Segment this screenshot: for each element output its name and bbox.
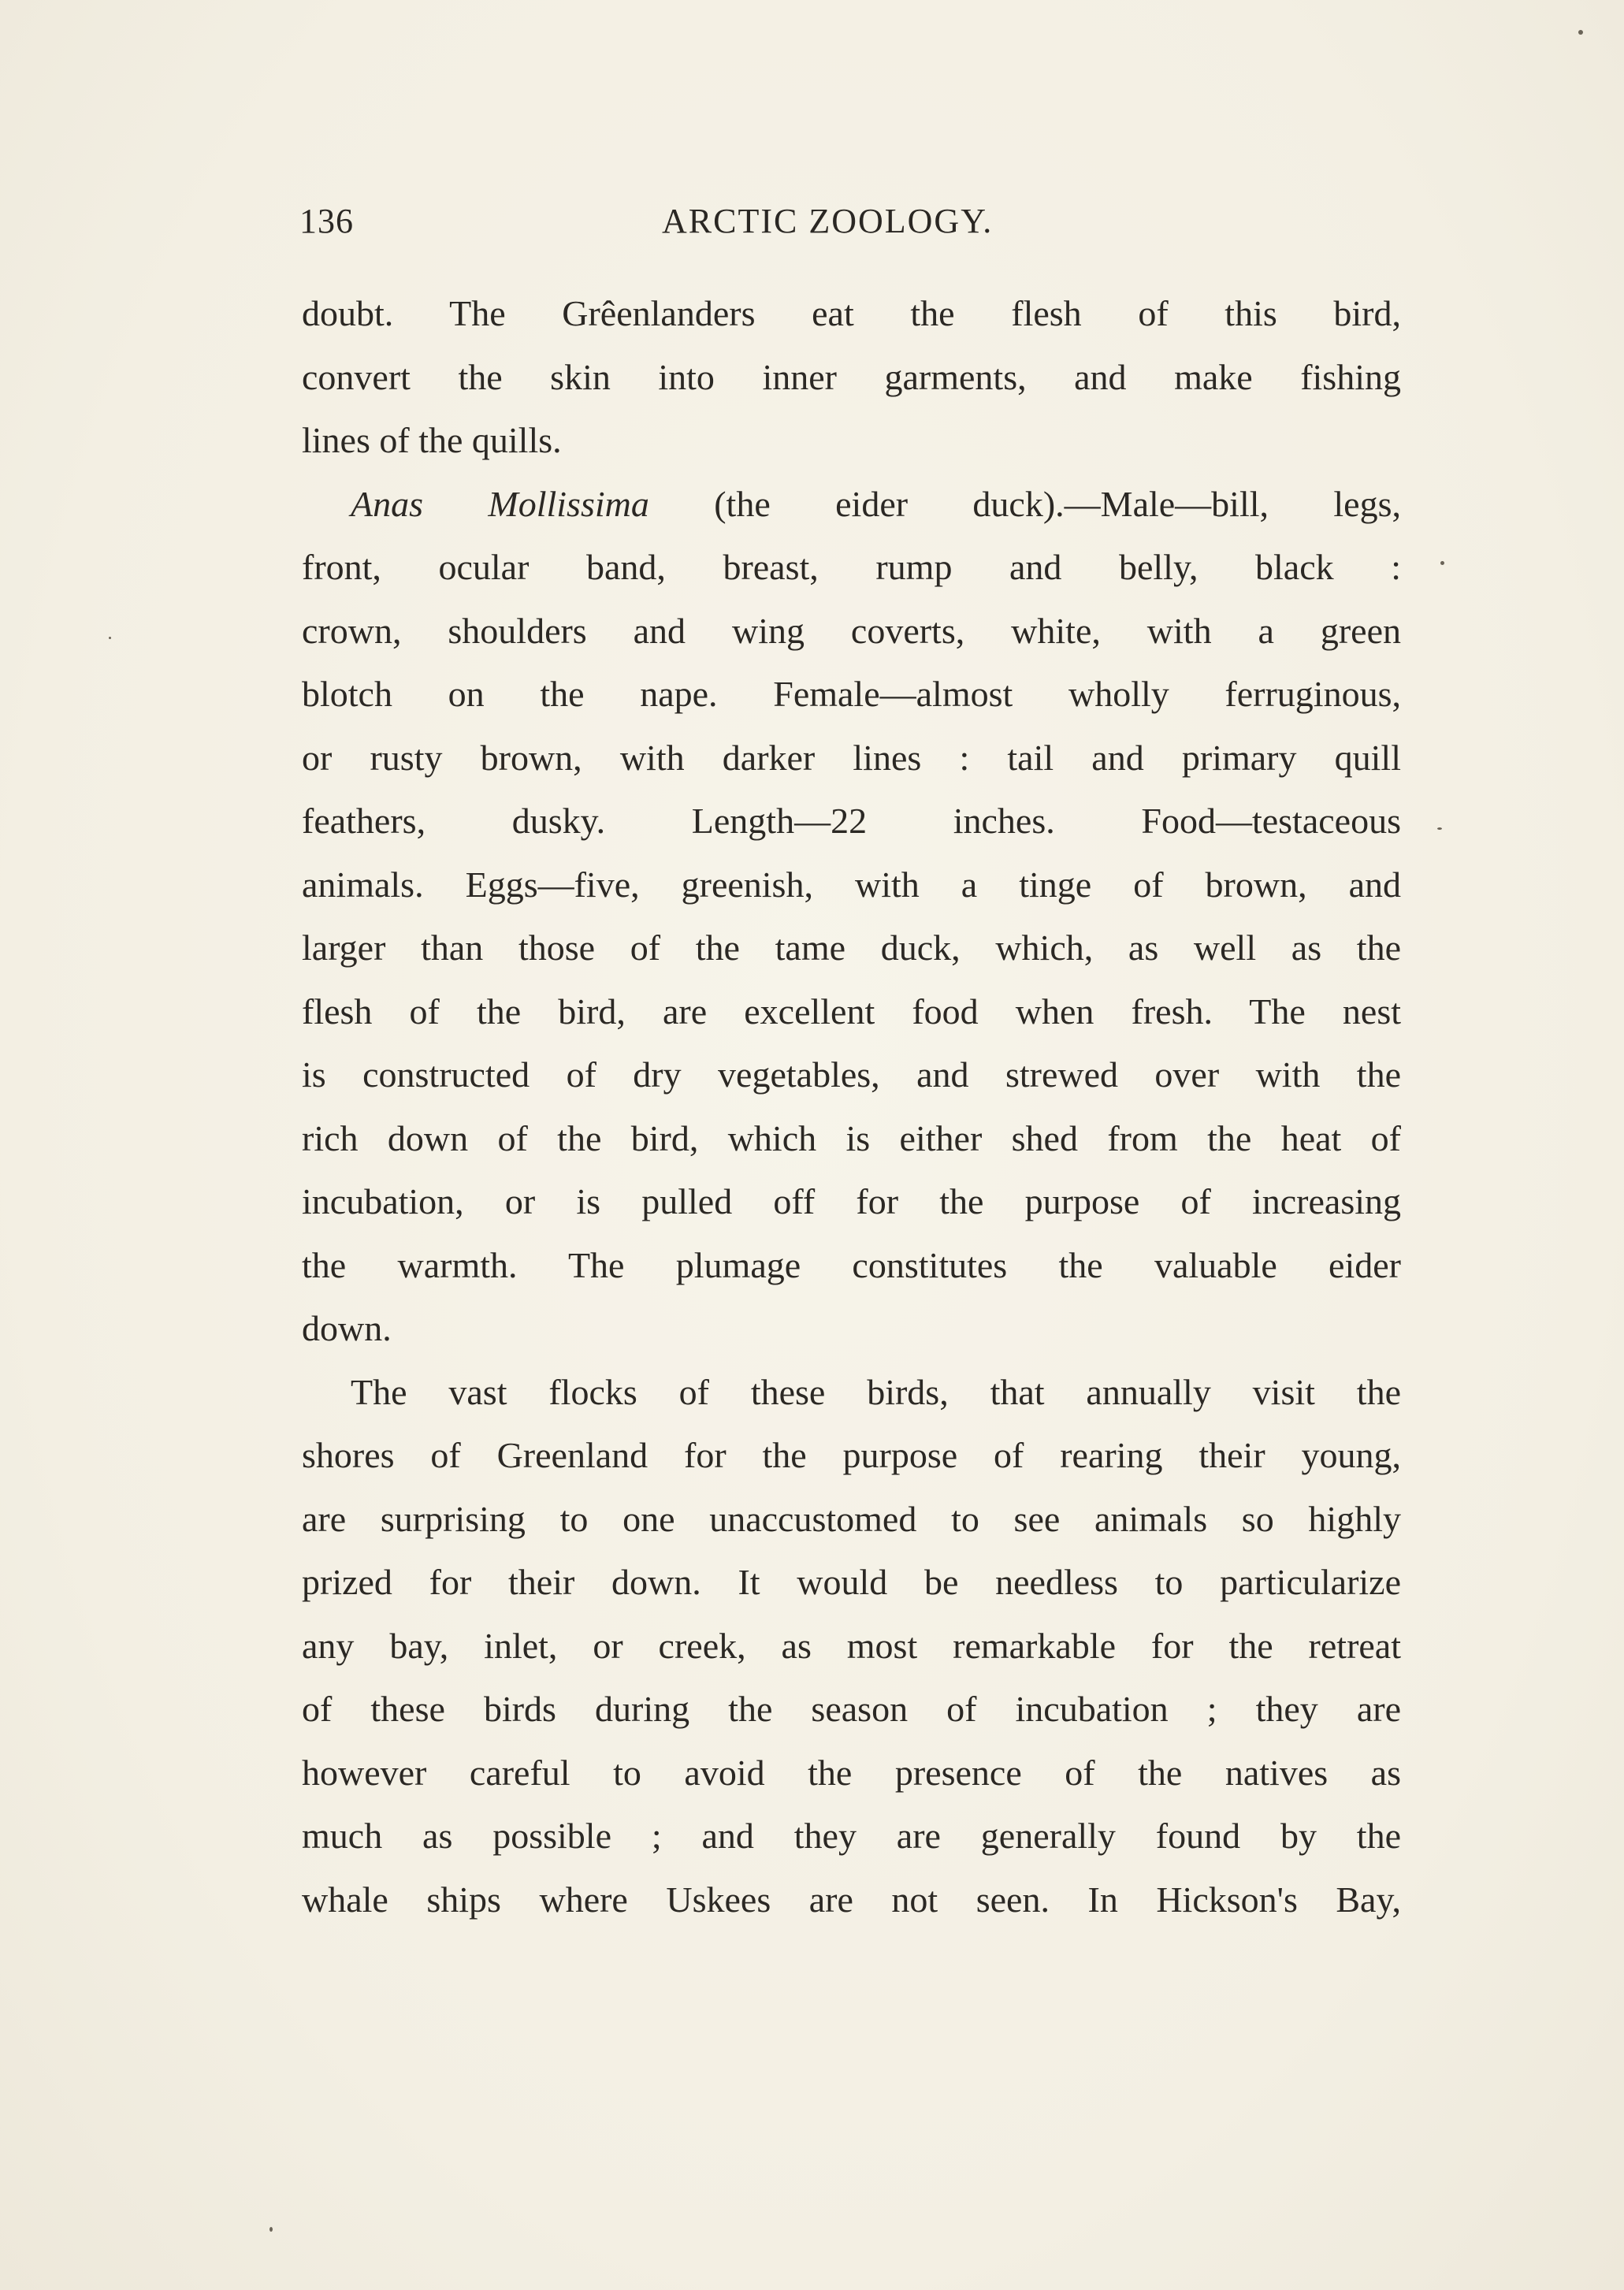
paper-speck	[1440, 561, 1444, 565]
text-line: animals. Eggs—five, greenish, with a tinge of brown, and	[302, 864, 1401, 905]
text-line: however careful to avoid the presence of the natives as	[302, 1752, 1401, 1793]
text-line: front, ocular band, breast, rump and belly, black :	[302, 547, 1401, 587]
text-line: much as possible ; and they are generally found by the	[302, 1816, 1401, 1856]
text-line	[302, 473, 1401, 537]
body-text	[302, 282, 1401, 1931]
text-line: any bay, inlet, or creek, as most remarkable for the retreat	[302, 1625, 1401, 1666]
paragraph-2	[302, 473, 1401, 1361]
running-head: ARCTIC ZOOLOGY.	[662, 202, 994, 240]
text-line: is constructed of dry vegetables, and strewed over with the	[302, 1054, 1401, 1095]
species-name: Anas Mollissima	[351, 483, 649, 524]
text-line: are surprising to one unaccustomed to see animals so highly	[302, 1498, 1401, 1539]
paragraph-3	[302, 1361, 1401, 1932]
paper-speck	[269, 2227, 273, 2232]
text-line: The vast flocks of these birds, that annually visit the	[351, 1371, 1401, 1412]
text-line: flesh of the bird, are excellent food when fresh. The nest	[302, 991, 1401, 1032]
text-line: prized for their down. It would be needless to particularize	[302, 1562, 1401, 1602]
text-line: shores of Greenland for the purpose of rearing their young,	[302, 1435, 1401, 1475]
text-line: lines of the quills.	[302, 420, 562, 460]
text-line: the warmth. The plumage constitutes the valuable eider	[302, 1244, 1401, 1285]
text-line: blotch on the nape. Female—almost wholly ferruginous,	[302, 674, 1401, 714]
text-line: incubation, or is pulled off for the purpose of increasing	[302, 1181, 1401, 1221]
text-line: crown, shoulders and wing coverts, white, with a green	[302, 610, 1401, 651]
text-line: down.	[302, 1308, 392, 1348]
paper-speck	[1437, 827, 1442, 830]
page-number: 136	[299, 202, 354, 240]
text-line: convert the skin into inner garments, and make fishing	[302, 356, 1401, 397]
text-line: of these birds during the season of incubation ; they are	[302, 1689, 1401, 1729]
text-fragment: (the eider duck).—Male—bill, legs,	[648, 483, 1401, 524]
paper-speck	[109, 637, 111, 639]
text-line: rich down of the bird, which is either shed from the heat of	[302, 1117, 1401, 1158]
page-header	[299, 201, 1403, 248]
paper-speck	[1578, 30, 1583, 35]
paragraph-1	[302, 282, 1401, 473]
text-line: feathers, dusky. Length—22 inches. Food—testaceous	[302, 801, 1401, 841]
text-line: whale ships where Uskees are not seen. In Hickson's Bay,	[302, 1879, 1401, 1920]
text-line: larger than those of the tame duck, which, as well as the	[302, 928, 1401, 968]
text-line: doubt. The Grêenlanders eat the flesh of this bird,	[302, 293, 1401, 333]
text-line: or rusty brown, with darker lines : tail and primary quill	[302, 737, 1401, 778]
